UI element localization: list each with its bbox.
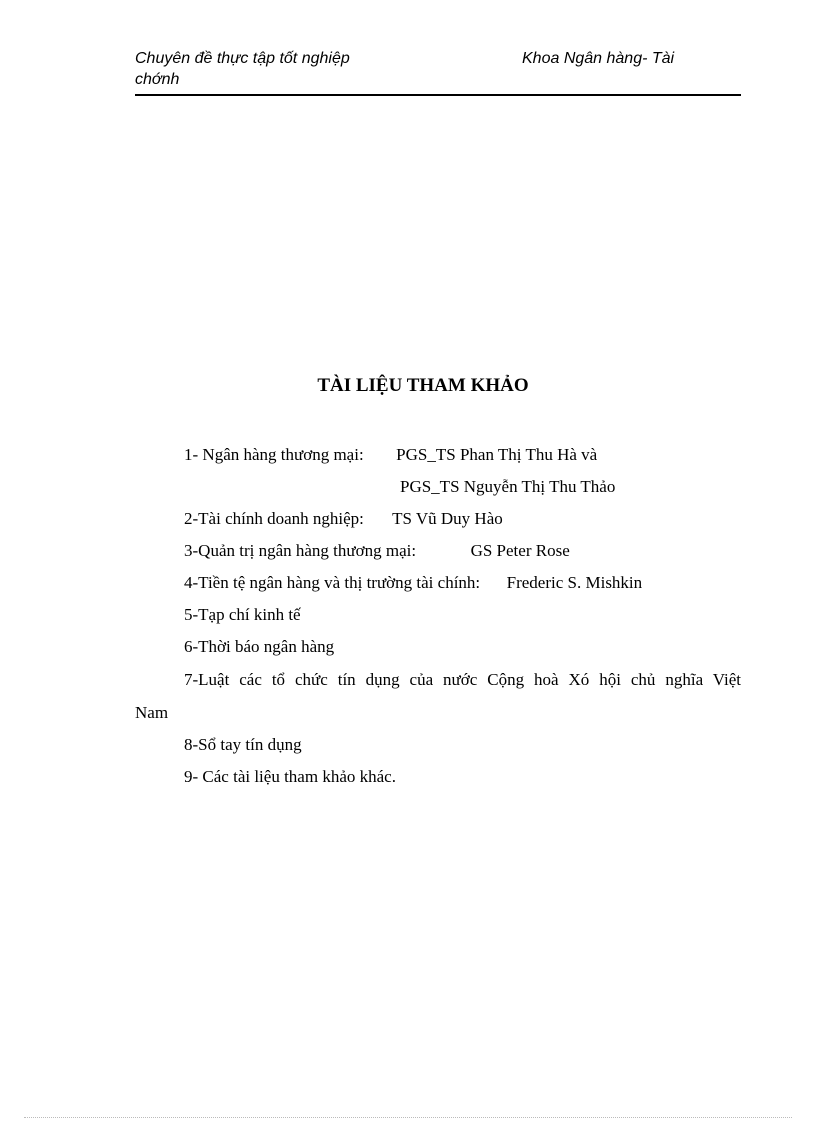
- header-document-title: Chuyên đề thực tập tốt nghiệp chớnh: [135, 50, 350, 88]
- reference-item-4: [184, 572, 642, 594]
- reference-author: PGS_TS Phan Thị Thu Hà và: [396, 445, 598, 464]
- reference-author: TS Vũ Duy Hào: [392, 509, 503, 528]
- reference-item-5: [184, 604, 301, 626]
- reference-item-3: [184, 540, 570, 562]
- reference-label: 9- Các tài liệu tham khảo khác.: [184, 767, 396, 786]
- reference-item-6: [184, 636, 334, 658]
- reference-label: 5-Tạp chí kinh tế: [184, 605, 301, 624]
- reference-item-7-continued: [135, 702, 168, 724]
- header-faculty: Khoa Ngân hàng- Tài: [522, 50, 675, 67]
- reference-label: 2-Tài chính doanh nghiệp:: [184, 509, 364, 528]
- reference-label: 1- Ngân hàng thương mại:: [184, 445, 364, 464]
- reference-item-9: [184, 766, 396, 788]
- reference-label: 7-Luật các tổ chức tín dụng của nước Cộng hoà Xó hội chủ nghĩa Việt: [184, 670, 741, 689]
- reference-item-7: [184, 669, 741, 691]
- reference-item-8: [184, 734, 302, 756]
- references-title: TÀI LIỆU THAM KHẢO: [317, 375, 529, 396]
- page-bottom-divider: [24, 1117, 792, 1118]
- page-header: [135, 48, 741, 96]
- reference-author: Frederic S. Mishkin: [506, 573, 643, 592]
- reference-item-2: [184, 508, 503, 530]
- reference-label: 8-Sổ tay tín dụng: [184, 735, 302, 754]
- reference-label: 4-Tiền tệ ngân hàng và thị trường tài chính:: [184, 573, 481, 592]
- reference-item-1: [184, 444, 597, 466]
- reference-label: 6-Thời báo ngân hàng: [184, 637, 335, 656]
- reference-author: GS Peter Rose: [470, 541, 570, 560]
- reference-author: PGS_TS Nguyễn Thị Thu Thảo: [400, 477, 616, 496]
- reference-label: Nam: [135, 703, 169, 722]
- reference-item-1-continued: [400, 476, 615, 498]
- reference-label: 3-Quản trị ngân hàng thương mại:: [184, 541, 417, 560]
